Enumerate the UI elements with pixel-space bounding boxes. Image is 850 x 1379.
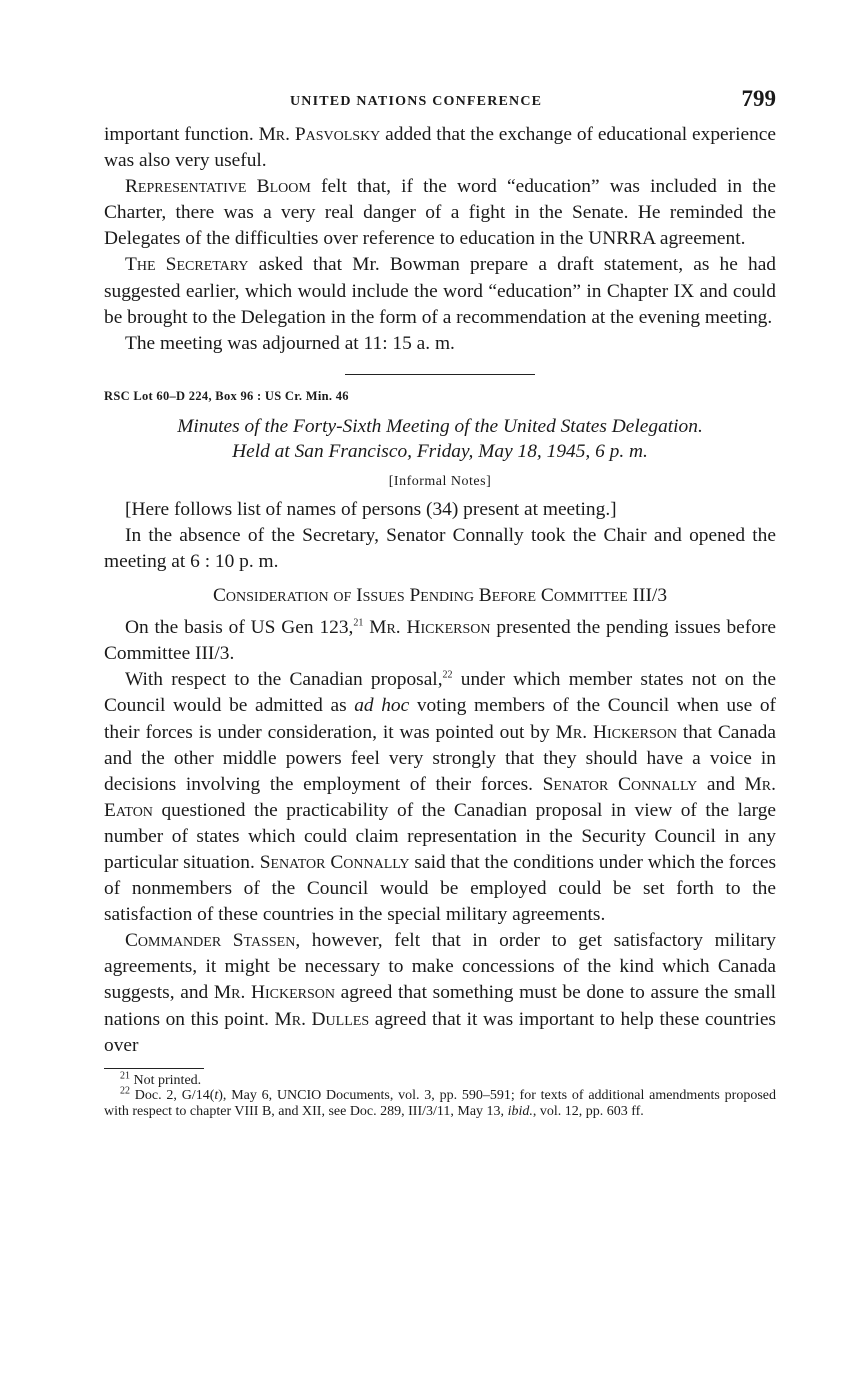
footnote-text: Not printed. (130, 1072, 202, 1088)
source-reference: RSC Lot 60–D 224, Box 96 : US Cr. Min. 46 (104, 388, 349, 403)
footnote-ref: 22 (442, 669, 453, 681)
paragraph-6: In the absence of the Secretary, Senator Connally took the Chair and opened the meeting at 6 : 10 p. m. (104, 524, 776, 573)
text: questioned the practicability of the Canadian proposal in view of the large number of states which could claim representation in the Security Council in any particular situation. (104, 799, 776, 873)
text: , however, felt that in order to get satisfactory military agreements, it might be necessary to make concessions of the kind which Canada suggests, and (104, 930, 776, 1004)
section-heading: Consideration of Issues Pending Before Committee III/3 (212, 585, 668, 607)
text: important function. (104, 124, 259, 145)
footnote-rule (104, 1068, 204, 1069)
speaker-name: Mr. Dulles (274, 1008, 370, 1030)
speaker-name: Mr. Hickerson (363, 617, 491, 639)
paragraph-8 (104, 667, 776, 928)
running-title: UNITED NATIONS CONFERENCE (290, 94, 543, 109)
text: agreed that something must be done to assure the small nations on this point. (104, 982, 776, 1030)
footnote-21 (104, 1070, 776, 1089)
footnote-text: , vol. 12, pp. 603 ff. (532, 1103, 644, 1119)
speaker-name: Senator Connally (259, 851, 410, 873)
running-header (104, 86, 776, 122)
page-number: 799 (741, 86, 776, 111)
paragraph-4: The meeting was adjourned at 11: 15 a. m. (125, 332, 455, 354)
document-title-line-1: Minutes of the Forty-Sixth Meeting of the United States Delegation. (177, 415, 703, 437)
text: that Canada and the other middle powers feel very strongly that they should have a voice in decisions involving the employment of their forces. (104, 721, 776, 795)
document-title (104, 414, 776, 464)
text: presented the pending issues before Committee III/3. (104, 617, 777, 665)
speaker-name: Representative Bloom (125, 176, 311, 198)
italic-term: ibid. (507, 1103, 533, 1119)
text: added that the exchange of educational experience was also very useful. (104, 124, 777, 172)
footnote-number: 21 (120, 1070, 130, 1082)
text: On the basis of US Gen 123, (125, 617, 354, 639)
speaker-name: Mr. Eaton (104, 773, 776, 821)
footnote-text: Doc. 2, G/14( (130, 1088, 215, 1104)
footnote-number: 22 (120, 1085, 130, 1097)
footnote-text: ), May 6, UNCIO Documents, vol. 3, pp. 590–591; for texts of additional amendments proposed with respect to chapter VIII B, and XII, see Doc. 289, III/3/11, May 13, (104, 1088, 776, 1119)
italic-term: ad hoc (354, 695, 410, 717)
text: felt that, if the word “education” was included in the Charter, there was a very real danger of a fight in the Senate. He reminded the Delegates of the difficulties over reference to education in the UNRRA agreement. (104, 176, 776, 250)
speaker-name: Mr. Hickerson (213, 982, 335, 1004)
paragraph-9 (104, 928, 776, 1058)
document-page (104, 86, 776, 1119)
text: agreed that it was important to help these countries over (104, 1008, 776, 1056)
text: asked that Mr. Bowman prepare a draft statement, as he had suggested earlier, which would include the word “education” in Chapter IX and could be brought to the Delegation in the form of a recommendation at the evening meeting. (104, 254, 777, 328)
document-title-line-2: Held at San Francisco, Friday, May 18, 1945, 6 p. m. (232, 440, 648, 462)
speaker-name: Mr. Pasvolsky (258, 124, 381, 145)
italic-term: t (214, 1088, 219, 1104)
speaker-name: Senator Connally (542, 773, 698, 795)
footnotes (104, 1070, 776, 1120)
document-subtitle: [Informal Notes] (388, 473, 492, 489)
text: and (697, 773, 745, 795)
speaker-name: The Secretary (125, 254, 249, 276)
section-divider (345, 374, 535, 375)
text: voting members of the Council when use of their forces is under consideration, it was pointed out by (104, 695, 776, 743)
paragraph-2 (104, 174, 776, 252)
text: said that the conditions under which the forces of nonmembers of the Council would be employed could be set forth to the satisfaction of these countries in the special military agreements. (104, 851, 776, 926)
text: With respect to the Canadian proposal, (125, 669, 443, 691)
footnote-22 (104, 1085, 776, 1119)
paragraph-1 (104, 122, 776, 174)
paragraph-5: [Here follows list of names of persons (34) present at meeting.] (125, 498, 617, 520)
footnote-ref: 21 (353, 617, 364, 629)
paragraph-3 (104, 252, 776, 330)
paragraph-7 (104, 615, 776, 667)
speaker-name: Commander Stassen (125, 930, 296, 952)
text: under which member states not on the Council would be admitted as (104, 669, 776, 717)
speaker-name: Mr. Hickerson (555, 721, 677, 743)
